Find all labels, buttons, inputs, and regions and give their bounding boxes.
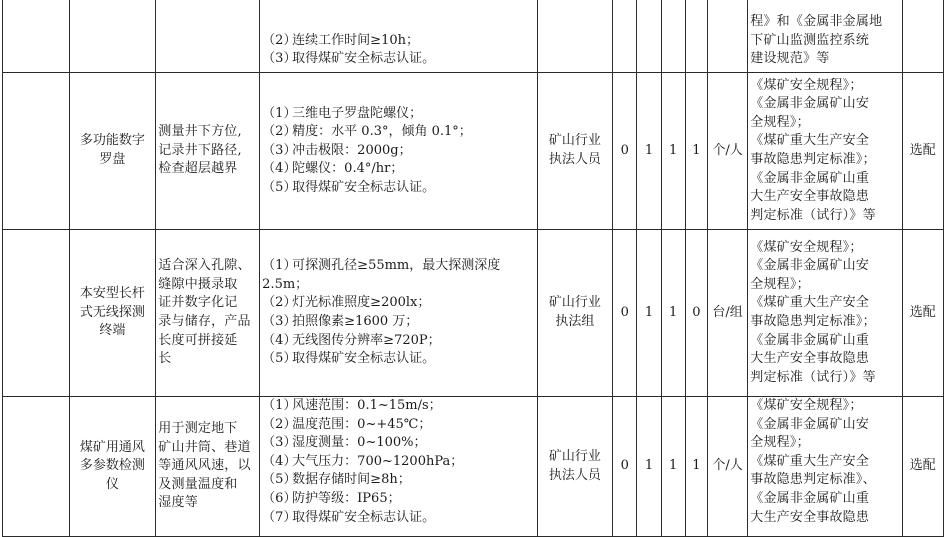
requirement-number: （6） <box>262 490 297 506</box>
cell-text: 1 <box>669 458 678 474</box>
quantity-cell-2 <box>637 230 661 397</box>
requirement-number: （3） <box>262 51 297 67</box>
requirement-text: 取得煤矿安全标志认证。 <box>292 509 436 525</box>
unit-cell <box>707 0 747 73</box>
requirement-line <box>262 350 534 369</box>
basis-line: 判定标准（试行）》等 <box>750 207 876 223</box>
function-line: 记录井下路径, <box>158 142 242 158</box>
requirements-cell <box>260 397 537 537</box>
config-type-cell <box>902 397 943 537</box>
requirement-text: 冲击极限：2000g； <box>292 142 412 158</box>
requirement-number: （4） <box>262 161 297 177</box>
table-row <box>3 73 944 230</box>
requirement-text: 无线图传分辨率≥720P； <box>292 332 441 348</box>
equipment-name-cell <box>69 230 156 397</box>
requirement-text: 取得煤矿安全标志认证。 <box>292 51 436 67</box>
requirement-line <box>262 50 534 69</box>
unit-cell <box>707 73 747 230</box>
index-cell <box>3 0 70 73</box>
requirement-number: （2） <box>262 416 297 432</box>
basis-line: 《金属非金属矿山安 <box>750 96 870 112</box>
function-line: 用于测定地下 <box>158 421 238 437</box>
basis-line: 《金属非金属矿山安 <box>750 416 870 432</box>
basis-line: 《煤矿安全规程》； <box>750 239 863 255</box>
requirements-cell <box>260 73 537 230</box>
function-line: 测量井下方位, <box>158 124 242 140</box>
table-row <box>3 230 944 397</box>
user-cell <box>537 0 613 73</box>
quantity-cell-4 <box>685 73 707 230</box>
cell-text: 0 <box>692 304 701 320</box>
unit-cell <box>707 230 747 397</box>
requirement-line <box>262 32 534 51</box>
function-line: 长 <box>158 351 172 367</box>
requirement-line <box>262 434 534 453</box>
cell-text: 个/人 <box>712 458 743 474</box>
equipment-name-line: 本安型长杆 <box>79 286 145 302</box>
quantity-cell-3 <box>661 230 685 397</box>
config-type-cell <box>902 73 943 230</box>
requirement-text: 拍照像素≥1600 万； <box>292 314 419 329</box>
quantity-cell-1 <box>613 0 637 73</box>
requirement-line <box>262 160 534 179</box>
requirement-text: 灯光标准照度≥200lx； <box>292 295 431 311</box>
basis-line: 全规程》； <box>750 435 810 451</box>
cell-text: 1 <box>669 304 678 320</box>
requirement-line <box>262 276 534 295</box>
requirement-number: （2） <box>262 32 297 48</box>
table-row <box>3 0 944 73</box>
user-line: 执法人员 <box>548 467 601 483</box>
requirement-line <box>262 453 534 472</box>
requirement-text: 精度：水平 0.3°，倾角 0.1°； <box>292 124 472 140</box>
basis-line: 《煤矿安全规程》； <box>750 77 863 93</box>
requirement-line <box>262 416 534 435</box>
user-line: 矿山行业 <box>548 448 601 464</box>
function-line: 及测量温度和 <box>158 476 238 492</box>
equipment-name-line: 煤矿用通风 <box>79 439 145 455</box>
basis-line: 《金属非金属矿山重 <box>750 332 870 348</box>
requirement-number: （3） <box>262 314 297 329</box>
function-line: 证并数字化记 <box>158 295 238 311</box>
cell-text: 选配 <box>909 142 936 158</box>
cell-text: 台/组 <box>712 304 743 320</box>
requirement-line <box>262 490 534 509</box>
basis-line: 判定标准（试行）》等 <box>750 369 876 385</box>
function-line: 录与储存，产品 <box>158 314 251 329</box>
basis-line: 事故隐患判定标准》； <box>750 152 876 167</box>
equipment-name-line: 仪 <box>105 476 119 492</box>
user-line: 矿山行业 <box>548 133 601 149</box>
index-cell <box>3 397 70 537</box>
requirement-text: 风速范围：0.1~15m/s； <box>292 398 442 413</box>
basis-line: 建设规范》等 <box>750 51 830 67</box>
requirement-text: 温度范围：0~+45℃； <box>292 416 432 432</box>
basis-line: 《煤矿重大生产安全 <box>750 295 870 311</box>
basis-line: 大生产安全事故隐患 <box>750 351 870 367</box>
function-cell <box>156 397 260 537</box>
requirement-text: 湿度测量：0~100%； <box>292 435 427 451</box>
requirement-text: 取得煤矿安全标志认证。 <box>292 351 436 367</box>
equipment-name-cell <box>69 397 156 537</box>
cell-text: 0 <box>620 142 629 158</box>
cell-text: 1 <box>692 458 701 474</box>
quantity-cell-3 <box>661 73 685 230</box>
function-line: 矿山井筒、巷道 <box>158 439 251 455</box>
index-cell <box>3 230 70 397</box>
cell-text: 个/人 <box>712 142 743 158</box>
quantity-cell-3 <box>661 397 685 537</box>
quantity-cell-1 <box>613 230 637 397</box>
function-line: 检查超层越界 <box>158 161 238 177</box>
quantity-cell-4 <box>685 230 707 397</box>
requirement-number: （5） <box>262 179 297 195</box>
basis-line: 大生产安全事故隐患 <box>750 189 870 205</box>
function-line: 湿度等 <box>158 495 198 511</box>
basis-line: 事故隐患判定标准》； <box>750 314 876 329</box>
basis-line: 《金属非金属矿山重 <box>750 490 870 506</box>
requirement-line <box>262 471 534 490</box>
basis-line: 大生产安全事故隐患 <box>750 509 870 525</box>
quantity-cell-3 <box>661 0 685 73</box>
basis-line: 《金属非金属矿山重 <box>750 170 870 186</box>
basis-cell <box>748 0 902 73</box>
user-line: 执法人员 <box>548 152 601 167</box>
requirement-line <box>262 179 534 198</box>
equipment-spec-table <box>2 0 944 537</box>
function-cell <box>156 73 260 230</box>
requirement-number: （4） <box>262 332 297 348</box>
requirement-text: 防护等级：IP65； <box>292 490 401 506</box>
function-line: 适合深入孔隙、 <box>158 258 251 274</box>
requirement-number: （1） <box>262 398 297 413</box>
equipment-name-cell <box>69 0 156 73</box>
quantity-cell-1 <box>613 397 637 537</box>
basis-line: 下矿山监测监控系统 <box>750 32 870 48</box>
user-line: 执法组 <box>555 314 595 329</box>
config-type-cell <box>902 0 943 73</box>
cell-text: 选配 <box>909 304 936 320</box>
requirement-text: 数据存储时间≥8h； <box>292 472 411 488</box>
requirement-text: 三维电子罗盘陀螺仪； <box>292 105 423 121</box>
quantity-cell-2 <box>637 0 661 73</box>
equipment-name-line: 罗盘 <box>99 152 126 167</box>
requirements-cell <box>260 230 537 397</box>
requirement-number: （1） <box>262 258 297 274</box>
user-cell <box>537 397 613 537</box>
function-cell <box>156 230 260 397</box>
requirement-line <box>262 313 534 332</box>
basis-line: 《金属非金属矿山安 <box>750 258 870 274</box>
requirement-text: 连续工作时间≥10h； <box>292 32 419 48</box>
basis-line: 《煤矿安全规程》； <box>750 398 863 413</box>
quantity-cell-4 <box>685 0 707 73</box>
user-line: 矿山行业 <box>548 295 601 311</box>
function-line: 缝隙中摄录取 <box>158 276 238 292</box>
unit-cell <box>707 397 747 537</box>
basis-line: 全规程》； <box>750 114 810 130</box>
equipment-name-line: 终端 <box>99 323 126 339</box>
equipment-name-line: 多参数检测 <box>79 458 145 474</box>
requirement-number: （3） <box>262 435 297 451</box>
requirement-number: （4） <box>262 453 297 469</box>
user-cell <box>537 230 613 397</box>
requirement-line <box>262 105 534 124</box>
basis-line: 程》和《金属非金属地 <box>750 14 883 30</box>
requirement-line <box>262 397 534 416</box>
basis-line: 事故隐患判定标准》、 <box>750 472 876 488</box>
equipment-name-line: 多功能数字 <box>79 133 145 149</box>
index-cell <box>3 73 70 230</box>
quantity-cell-4 <box>685 397 707 537</box>
table-row <box>3 397 944 537</box>
quantity-cell-2 <box>637 397 661 537</box>
requirement-number: （3） <box>262 142 297 158</box>
basis-cell <box>748 230 902 397</box>
quantity-cell-2 <box>637 73 661 230</box>
basis-line: 全规程》； <box>750 276 810 292</box>
requirement-text: 大气压力：700~1200hPa； <box>292 453 464 469</box>
cell-text: 1 <box>669 142 678 158</box>
requirement-number: （5） <box>262 351 297 367</box>
config-type-cell <box>902 230 943 397</box>
user-cell <box>537 73 613 230</box>
basis-cell <box>748 397 902 537</box>
function-line: 等通风风速，以 <box>158 458 251 474</box>
requirement-number: （7） <box>262 509 297 525</box>
cell-text: 0 <box>620 458 629 474</box>
requirement-line <box>262 509 534 528</box>
equipment-name-line: 式无线探测 <box>79 304 145 320</box>
requirement-number: （5） <box>262 472 297 488</box>
requirement-number: （2） <box>262 295 297 311</box>
cell-text: 1 <box>644 142 654 158</box>
cell-text: 1 <box>644 304 654 320</box>
requirement-line <box>262 294 534 313</box>
requirement-text: 取得煤矿安全标志认证。 <box>292 179 436 195</box>
cell-text: 选配 <box>909 458 936 474</box>
cell-text: 1 <box>692 142 701 158</box>
requirement-number: （2） <box>262 124 297 140</box>
quantity-cell-1 <box>613 73 637 230</box>
requirement-text: 陀螺仪：0.4°/hr； <box>292 161 404 177</box>
requirements-cell <box>260 0 537 73</box>
requirement-line <box>262 332 534 351</box>
requirement-text: 可探测孔径≥55mm，最大探测深度 <box>292 258 501 274</box>
function-line: 长度可拼接延 <box>158 332 238 348</box>
cell-text: 1 <box>644 458 654 474</box>
requirement-text: 2.5m； <box>262 276 309 292</box>
equipment-name-cell <box>69 73 156 230</box>
basis-cell <box>748 73 902 230</box>
basis-line: 《煤矿重大生产安全 <box>750 133 870 149</box>
requirement-line <box>262 123 534 142</box>
requirement-line <box>262 257 534 276</box>
requirement-number: （1） <box>262 105 297 121</box>
cell-text: 0 <box>620 304 629 320</box>
basis-line: 《煤矿重大生产安全 <box>750 453 870 469</box>
requirement-line <box>262 142 534 161</box>
function-cell <box>156 0 260 73</box>
